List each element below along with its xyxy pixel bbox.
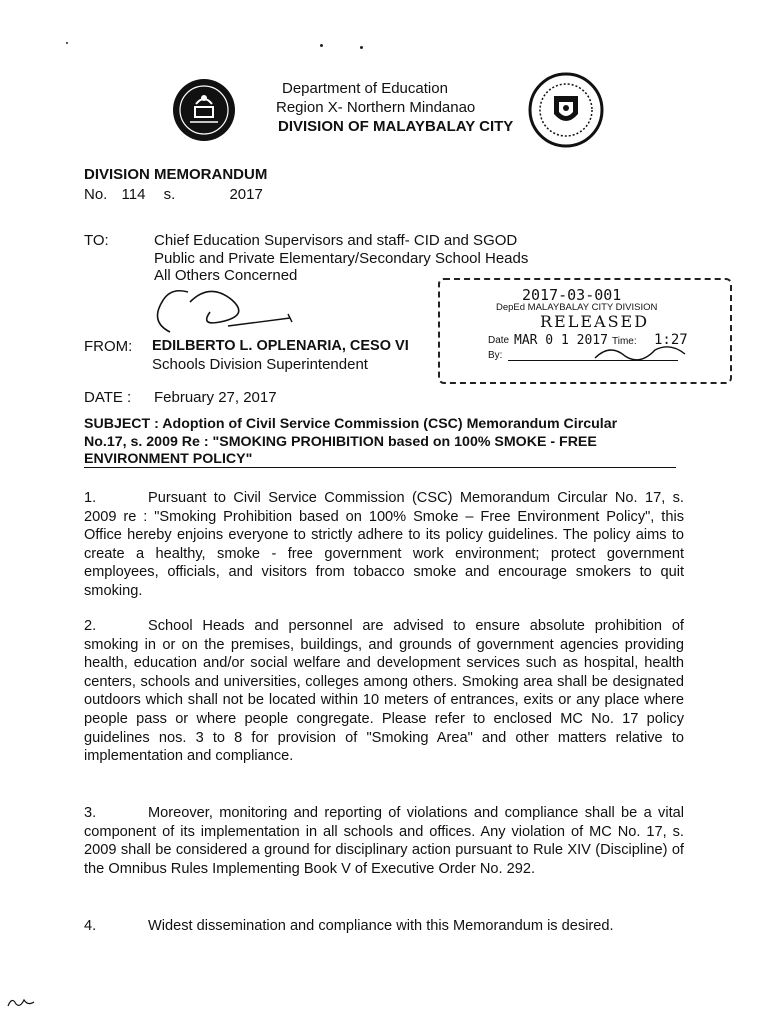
subject-underline — [84, 467, 676, 468]
paragraph-text: School Heads and personnel are advised to ensure absolute prohibition of smoking in or on the premises, buildings, and grounds of government agencies providing health, education and/or social welfare and development services such as hospital, health centers, schools and universities, colleges among others. Smoking area shall be designated outdoors which shall not be located within 10 meters of entrances, exits or any place where people pass or where people congregate. Please refer to enclosed MC No. 17 policy guidelines nos. 3 to 8 for provision of "Smoking Area" and other matters relative to implementation and compliance. — [84, 618, 684, 765]
from-name: EDILBERTO L. OPLENARIA, CESO VI — [152, 338, 409, 354]
subject-line: SUBJECT : Adoption of Civil Service Commission (CSC) Memorandum Circular — [84, 416, 618, 432]
memo-no-label: No. — [84, 186, 108, 203]
memo-title: DIVISION MEMORANDUM — [84, 166, 268, 183]
to-label: TO: — [84, 232, 109, 249]
stamp-initials-icon — [590, 338, 690, 368]
deped-logo-icon — [172, 78, 236, 142]
stamp-by-label: By: — [488, 350, 503, 361]
from-label: FROM: — [84, 338, 133, 355]
date-value: February 27, 2017 — [154, 389, 277, 406]
to-recipient: Chief Education Supervisors and staff- CID and SGOD — [154, 232, 518, 249]
header-department: Department of Education — [282, 80, 448, 97]
subject-line: ENVIRONMENT POLICY" — [84, 451, 253, 467]
to-recipient: Public and Private Elementary/Secondary School Heads — [154, 250, 529, 267]
paragraph-2 — [84, 617, 684, 766]
initials-scribble-icon — [6, 994, 40, 1010]
speck-mark — [66, 42, 68, 44]
stamp-dept: DepEd MALAYBALAY CITY DIVISION — [496, 302, 658, 313]
paragraph-1 — [84, 489, 684, 601]
speck-mark — [320, 44, 323, 47]
to-recipient: All Others Concerned — [154, 267, 298, 284]
header-region: Region X- Northern Mindanao — [276, 99, 476, 116]
deped-seal-icon — [528, 72, 604, 148]
memo-year: 2017 — [229, 186, 263, 203]
paragraph-3 — [84, 804, 684, 878]
memo-series-label: s. — [163, 186, 176, 203]
stamp-number: 2017-03-001 — [522, 286, 622, 304]
memo-number-row — [84, 186, 263, 203]
paragraph-number: 2. — [84, 618, 97, 634]
stamp-time-label: Time: — [612, 336, 637, 347]
stamp-status: RELEASED — [540, 312, 650, 331]
paragraph-text: Moreover, monitoring and reporting of violations and compliance shall be a vital component of its implementation in all schools and offices. Any violation of MC No. 17, s. 2009 shall be considered a ground for disciplinary action pursuant to Rule XIV (Discipline) of the Omnibus Rules Implementing Book V of Executive Order No. 292. — [84, 805, 684, 877]
header-division: DIVISION OF MALAYBALAY CITY — [278, 118, 514, 135]
memo-no-value: 114 — [121, 186, 146, 203]
released-stamp — [438, 278, 732, 384]
paragraph-text: Widest dissemination and compliance with this Memorandum is desired. — [148, 918, 614, 934]
paragraph-number: 4. — [84, 918, 97, 934]
date-label: DATE : — [84, 389, 132, 406]
paragraph-number: 1. — [84, 490, 97, 506]
stamp-time-value: 1:27 — [654, 332, 688, 348]
paragraph-text: Pursuant to Civil Service Commission (CSC) Memorandum Circular No. 17, s. 2009 re : "Smoking Prohibition based on 100% Smoke – Free Environment Policy", this Office hereby enjoins everyone to strictly adhere to its policy guidelines. The policy aims to create a healthy, smoke - free government work environment; protect government employees, officials, and visitors from tobacco smoke and encourage smokers to quit smoking. — [84, 490, 684, 599]
stamp-date-label: Date — [488, 335, 510, 346]
from-title: Schools Division Superintendent — [152, 356, 368, 373]
stamp-date-value: MAR 0 1 2017 — [514, 333, 608, 348]
paragraph-number: 3. — [84, 805, 97, 821]
signature-icon — [140, 282, 310, 342]
subject-line: No.17, s. 2009 Re : "SMOKING PROHIBITION based on 100% SMOKE - FREE — [84, 434, 597, 450]
paragraph-4 — [84, 917, 684, 936]
speck-mark — [360, 46, 363, 49]
